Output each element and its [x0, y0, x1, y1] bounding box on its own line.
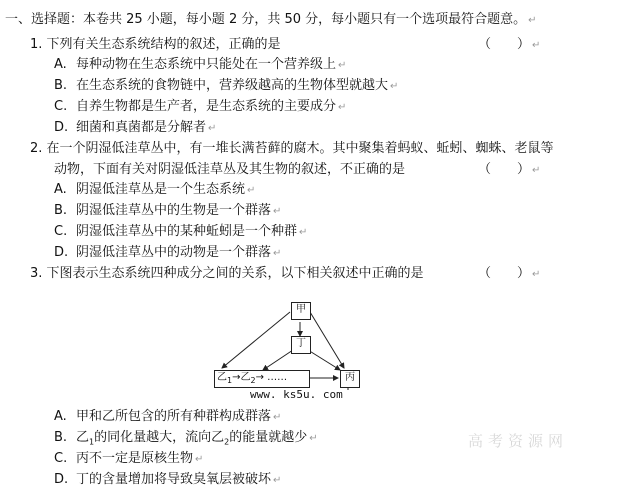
q1-option-d: D. 细菌和真菌都是分解者 ↵: [54, 120, 217, 135]
q1-option-c: C. 自养生物都是生产者，是生态系统的主要成分 ↵: [54, 99, 347, 114]
question-3-stem: 3. 下图表示生态系统四种成分之间的关系，以下相关叙述中正确的是: [30, 266, 424, 281]
q2-option-d: D. 阴湿低洼草丛中的动物是一个群落 ↵: [54, 245, 282, 260]
question-1-answer-blank: （ ） ↵: [478, 37, 541, 52]
question-1-stem: 1. 下列有关生态系统结构的叙述，正确的是: [30, 37, 281, 52]
node-bing: 丙: [340, 370, 360, 388]
node-yi-chain: 乙$_1$→乙$_2$→ ……: [214, 370, 310, 388]
q1-option-b: B. 在生态系统的食物链中，营养级越高的生物体型就越大 ↵: [54, 78, 399, 93]
question-2-stem-line2: 动物，下面有关对阴湿低洼草丛及其生物的叙述，不正确的是: [54, 162, 406, 177]
q2-option-a: A. 阴湿低洼草丛是一个生态系统 ↵: [54, 182, 256, 197]
node-ding: 丁: [291, 336, 311, 354]
watermark: 高考资源网: [468, 432, 569, 450]
question-2-answer-blank: （ ） ↵: [478, 162, 541, 177]
question-2-stem-line1: 2. 在一个阴湿低洼草丛中，有一堆长满苔藓的腐木。其中聚集着蚂蚁、蚯蚓、蜘蛛、老鼠等: [30, 141, 554, 156]
q1-option-a: A. 每种动物在生态系统中只能处在一个营养级上 ↵: [54, 57, 347, 72]
question-3-answer-blank: （ ） ↵: [478, 266, 541, 281]
q3-option-a: A. 甲和乙所包含的所有种群构成群落 ↵: [54, 409, 282, 424]
section-header: 一、选择题：本卷共 25 小题，每小题 2 分，共 50 分，每小题只有一个选项最符合题意。 ↵: [5, 12, 537, 27]
node-jia: 甲: [291, 302, 311, 320]
q3-option-c: C. 丙不一定是原核生物 ↵: [54, 451, 204, 466]
q3-option-b: B. 乙$_1$的同化量越大，流向乙$_2$的能量就越少 ↵: [54, 430, 318, 447]
diagram-caption: www. ks5u. com: [250, 388, 343, 401]
q2-option-c: C. 阴湿低洼草丛中的某种蚯蚓是一个种群 ↵: [54, 224, 308, 239]
q3-option-d: D. 丁的含量增加将导致臭氧层被破坏 ↵: [54, 472, 282, 487]
q2-option-b: B. 阴湿低洼草丛中的生物是一个群落 ↵: [54, 203, 282, 218]
ecosystem-diagram: [208, 300, 368, 392]
